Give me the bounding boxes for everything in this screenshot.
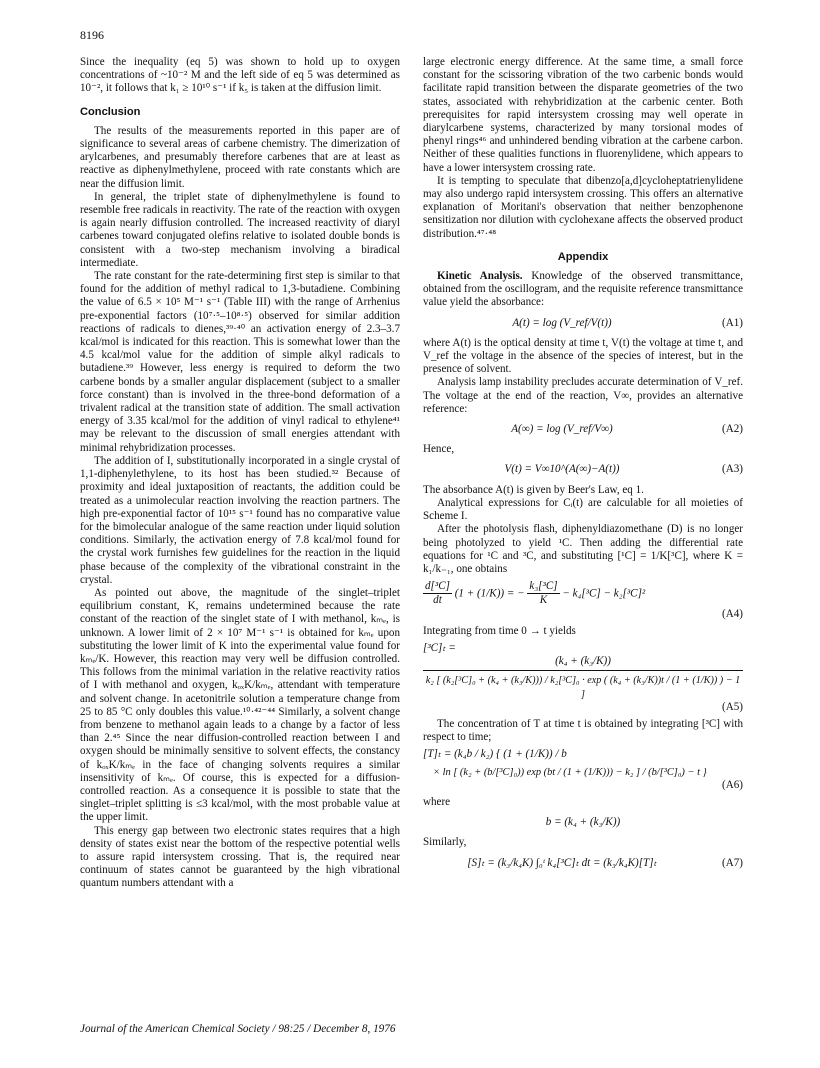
paragraph: The rate constant for the rate-determining first step is similar to that found for the addition of methyl radical to 1,3-butadiene. Combining the value of 6.5 × 10⁵ M⁻¹ s⁻¹ (Table III) with the range of Arrhenius pre-exponential factors (10⁷·⁵–10⁸·⁵) observed for similar addition reactions of radicals to dienes,³⁹·⁴⁰ an activation energy of 2.3–3.7 kcal/mol is indicated for this reaction. This is somewhat lower than the 4.5 kcal/mol value for the addition of simple alkyl radicals to butadiene.³⁹ However, less energy is required to deform the two carbene bonds by a smaller angular displacement (subject to a smaller force constant) than is involved in the three-bond deformation of a trivalent radical at the transition state of addition. The small activation energy of 3.35 kcal/mol for the addition of vinyl radical to ethylene⁴¹ may be relevant to the discussion of small energies attendant with minimal rehybridization processes. — [80, 270, 400, 454]
fraction-numerator: (k₄ + (k₃/K)) — [423, 655, 743, 671]
equation-body: A(∞) = log (V_ref/V∞) — [511, 423, 613, 436]
journal-footer: Journal of the American Chemical Society / 98:25 / December 8, 1976 — [80, 1023, 396, 1035]
paragraph: The results of the measurements reported in this paper are of significance to several areas of carbene chemistry. The dimerization of arylcarbenes, and presumably therefore carbenes that are at least as reactive as diphenylmethylene, proceed with rate constants which are near the diffusion limit. — [80, 124, 400, 190]
equation-part: (1 + (1/K)) = − — [454, 587, 525, 600]
paragraph: This energy gap between two electronic states requires that a high density of states exist near the bottom of the respective potential wells to assure rapid intersystem crossing. That is, the required near continuum of states cannot be guaranteed by the high vibrational quantum numbers attendant with a — [80, 824, 400, 890]
equation-number: (A3) — [722, 463, 743, 476]
paragraph: After the photolysis flash, diphenyldiazomethane (D) is no longer being photolyzed to yield ¹C. Then adding the differential rate equations for ¹C and ³C, and substituting [¹C] = 1/K[³C], where K = k₁/k₋₁, one obtains — [423, 523, 743, 575]
equation-number: (A1) — [722, 316, 743, 329]
paragraph: Integrating from time 0 → t yields — [423, 624, 576, 637]
paragraph: where — [423, 795, 451, 808]
paragraph: Analysis lamp instability precludes accurate determination of V_ref. The voltage at the end of the reaction, V∞, provides an alternative reference: — [423, 376, 743, 415]
fraction-numerator: k₃[³C] — [527, 580, 559, 594]
fraction-numerator: d[³C] — [423, 580, 452, 594]
equation-number: (A6) — [722, 778, 743, 791]
equation-body: A(t) = log (V_ref/V(t)) — [512, 316, 612, 329]
paragraph: The concentration of T at time t is obtained by integrating [³C] with respect to time; — [423, 717, 743, 744]
equation-a7 — [423, 857, 743, 870]
equation-a1 — [423, 317, 743, 330]
fraction-denominator: K — [539, 594, 548, 607]
right-column — [423, 56, 743, 877]
equation-a5 — [423, 642, 743, 714]
paragraph: large electronic energy difference. At the same time, a small force constant for the scissoring vibration of the two carbenic bonds would facilitate rapid transition between the disparate geometries of the two states, associated with rehybridization at the carbenic center. Both prerequisites for rapid intersystem crossing may well operate in diarylcarbene systems, characterized by many torsional modes of phenyl rings⁴⁶ and unhindered bending vibration at the carbene carbon. Neither of these qualities functions in fluorenylidene, which appears to have a lower intersystem crossing rate. — [423, 56, 743, 174]
equation-line: × ln [ (k₂ + (b/[³C]₀)) exp (bt / (1 + (1/K))) − k₂ ] / (b/[³C]₀) − t } — [433, 766, 707, 778]
equation-number: (A4) — [722, 607, 743, 620]
paragraph: As pointed out above, the magnitude of the singlet–triplet equilibrium constant, K, remains undetermined because the rate constant of the reaction of the singlet state of I with methanol, kₘₑ, is unknown. A lower limit of 2 × 10⁷ M⁻¹ s⁻¹ is obtained for kₘₑ upon substituting the lower limit of K into the experimental value found for kₘₑ/K. However, this reaction may very well be diffusion controlled. This follows from the minimal variation in the relative reactivity ratios of I with methanol and oxygen, kₒₓK/kₘₑ, attendant with temperature and solvent change. In acetonitrile solution a temperature change from 25 to 85 °C only doubles this value.¹⁰·⁴²⁻⁴⁴ Similarly, a solvent change from benzene to methanol again leads to a change by a factor of less than 2.⁴⁵ Since the near diffusion-controlled reaction between I and oxygen should be minimally sensitive to solvent effects, the constancy of kₒₓK/kₘₑ in the face of changing solvents requires a similar insensitivity of kₘₑ. Of course, this is expected for a diffusion-controlled reaction. As a consequence it is possible to state that the singlet–triplet splitting is ≤3 kcal/mol, with the most probable value at the upper limit. — [80, 586, 400, 824]
section-heading-appendix: Appendix — [557, 250, 609, 263]
paragraph: The addition of I, substitutionally incorporated in a single crystal of 1,1-diphenylethylene, to its host has been studied.³² Because of proximity and ideal juxtaposition of reactants, the addition could be treated as a unimolecular reaction involving the reaction partners. The high pre-exponential factor of 10¹⁵ s⁻¹ found has no comparative value for the bimolecular analogue of the same reaction under liquid solution conditions. Similarly, the activation energy of 7.8 kcal/mol found for the crystal work furnishes few guidelines for the reaction in the liquid phase because of the complexity of the vibrational constraint in the crystal. — [80, 454, 400, 586]
equation-a6 — [423, 748, 743, 792]
paragraph: Hence, — [423, 443, 455, 456]
fraction — [423, 580, 452, 607]
left-column — [80, 56, 400, 891]
equation-line: [T]ₜ = (k₄b / k₂) { (1 + (1/K)) / b — [423, 748, 567, 761]
equation-number: (A5) — [722, 700, 743, 713]
paragraph: It is tempting to speculate that dibenzo[a,d]cycloheptatrienylidene may also undergo rapid intersystem crossing. This offers an alternative explanation of Moritani's observation that neither benzophenone sensitization nor dilution with cyclohexane affects the observed product distribution.⁴⁷·⁴⁸ — [423, 174, 743, 240]
equation-a4 — [423, 580, 743, 621]
paragraph: In general, the triplet state of diphenylmethylene is found to resemble free radicals in reactivity. The rate of the reaction with oxygen is again nearly diffusion controlled. The increased reactivity of diaryl carbenes toward conjugated olefins relative to isolated double bonds is consistent with a two-step mechanism involving a biradical intermediate. — [80, 190, 400, 269]
equation-body: V(t) = V∞10^(A(∞)−A(t)) — [504, 463, 620, 476]
fraction — [527, 580, 559, 607]
equation-body: [S]ₜ = (k₃/k₄K) ∫₀ᵗ k₄[³C]ₜ dt = (k₃/k₄K)[T]ₜ — [467, 856, 657, 869]
equation-a2 — [423, 423, 743, 436]
equation-number: (A2) — [722, 423, 743, 436]
paragraph: The absorbance A(t) is given by Beer's Law, eq 1. — [423, 483, 644, 496]
page-number: 8196 — [80, 28, 104, 42]
equation-lhs: [³C]ₜ = — [423, 641, 456, 654]
equation-body: b = (k₄ + (k₃/K)) — [545, 816, 621, 829]
fraction-denominator: dt — [433, 594, 442, 607]
paragraph: where A(t) is the optical density at time t, V(t) the voltage at time t, and V_ref the voltage in the absence of the species of interest, but in the presence of solvent. — [423, 336, 743, 376]
paragraph-text: Knowledge of the observed transmittance, obtained from the oscillogram, and the requisite reference transmittance value yield the absorbance: — [423, 270, 743, 309]
equation-number: (A7) — [722, 856, 743, 869]
section-heading-conclusion: Conclusion — [80, 105, 141, 118]
paragraph: Analytical expressions for Cᵢ(t) are calculable for all moieties of Scheme I. — [423, 496, 743, 523]
equation-a3 — [423, 463, 743, 476]
paragraph: Since the inequality (eq 5) was shown to hold up to oxygen concentrations of ~10⁻² M and the left side of eq 5 was determined as 10⁻², it follows that k₁ ≥ 10¹⁰ s⁻¹ if k₅ is taken at the diffusion limit. — [80, 56, 400, 95]
paragraph: Similarly, — [423, 836, 467, 849]
paragraph — [423, 270, 743, 310]
fraction-denominator: k₂ [ (k₂[³C]₀ + (k₄ + (k₃/K))) / k₂[³C]₀ · exp ( (k₄ + (k₃/K))t / (1 + (1/K)) ) − 1 ] — [425, 675, 741, 700]
equation-b — [423, 816, 743, 829]
kinetic-analysis-title: Kinetic Analysis. — [437, 270, 523, 283]
equation-part: − k₄[³C] − k₂[³C]² — [562, 587, 646, 600]
